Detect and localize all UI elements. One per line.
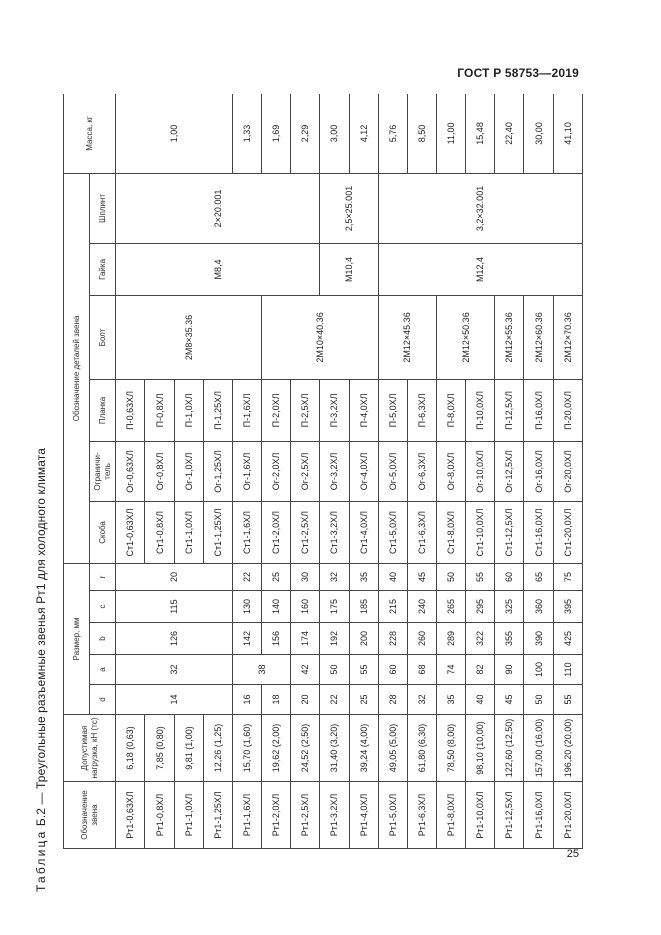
page-number: 25: [566, 848, 579, 860]
cell-mass: 15,48: [466, 94, 495, 173]
cell-nut: М8,4: [116, 243, 320, 295]
cell-limiter: Ог-12,5ХЛ: [495, 441, 524, 501]
cell-bracket: Ст1-0,63ХЛ: [116, 501, 145, 563]
cell-bolt: 2М12×50.36: [437, 295, 495, 379]
cell-d: 32: [407, 685, 436, 715]
cell-b: 200: [349, 623, 378, 655]
cell-r: 50: [437, 563, 466, 590]
cell-designation: Рт1-2,5ХЛ: [291, 782, 320, 849]
cell-mass: 11,00: [437, 94, 466, 173]
cell-d: 45: [495, 685, 524, 715]
cell-b: 174: [291, 623, 320, 655]
cell-c: 295: [466, 591, 495, 623]
cell-limiter: Ог-2,5ХЛ: [291, 441, 320, 501]
cell-designation: Рт1-4,0ХЛ: [349, 782, 378, 849]
cell-b: 425: [553, 623, 582, 655]
cell-a: 82: [466, 655, 495, 685]
cell-c: 130: [232, 591, 261, 623]
cell-plate: П-6,3ХЛ: [407, 379, 436, 441]
cell-d: 28: [378, 685, 407, 715]
cell-designation: Рт1-1,6ХЛ: [232, 782, 261, 849]
cell-r: 30: [291, 563, 320, 590]
cell-bolt: 2М12×55.36: [495, 295, 524, 379]
header-mass: Масса, кг: [64, 94, 116, 173]
cell-a: 32: [116, 655, 233, 685]
header-d: d: [90, 685, 116, 715]
cell-designation: Рт1-2,0ХЛ: [262, 782, 291, 849]
cell-c: 160: [291, 591, 320, 623]
cell-mass: 8,50: [407, 94, 436, 173]
header-size-group: Размер, мм: [64, 563, 90, 714]
header-plate: Планка: [90, 379, 116, 441]
cell-load: 49,05 (5,00): [378, 715, 407, 782]
cell-a: 42: [291, 655, 320, 685]
cell-bracket: Ст1-16,0ХЛ: [524, 501, 553, 563]
cell-b: 289: [437, 623, 466, 655]
cell-d: 50: [524, 685, 553, 715]
cell-d: 35: [437, 685, 466, 715]
cell-a: 110: [553, 655, 582, 685]
cell-mass: 2,29: [291, 94, 320, 173]
cell-designation: Рт1-0,63ХЛ: [116, 782, 145, 849]
cell-limiter: Ог-5,0ХЛ: [378, 441, 407, 501]
cell-limiter: Ог-0,8ХЛ: [145, 441, 174, 501]
cell-d: 40: [466, 685, 495, 715]
cell-a: 90: [495, 655, 524, 685]
cell-limiter: Ог-1,6ХЛ: [232, 441, 261, 501]
cell-bracket: Ст1-8,0ХЛ: [437, 501, 466, 563]
cell-load: 15,70 (1,60): [232, 715, 261, 782]
cell-b: 322: [466, 623, 495, 655]
cell-plate: П-5,0ХЛ: [378, 379, 407, 441]
cell-d: 22: [320, 685, 349, 715]
cell-bracket: Ст1-12,5ХЛ: [495, 501, 524, 563]
table-row: [320, 94, 349, 849]
header-parts-group: Обозначение деталей звена: [64, 173, 90, 563]
table-container: [63, 94, 583, 849]
caption-title: — Треугольные разъемные звенья Рт1 для холодного климата: [34, 448, 48, 805]
header-c: c: [90, 591, 116, 623]
cell-mass: 1,00: [116, 94, 233, 173]
cell-c: 395: [553, 591, 582, 623]
cell-limiter: Ог-16,0ХЛ: [524, 441, 553, 501]
cell-c: 115: [116, 591, 233, 623]
header-row-group: [64, 94, 90, 849]
cell-mass: 3,00: [320, 94, 349, 173]
cell-mass: 5,76: [378, 94, 407, 173]
cell-d: 16: [232, 685, 261, 715]
cell-c: 325: [495, 591, 524, 623]
cell-designation: Рт1-20,0ХЛ: [553, 782, 582, 849]
cell-load: 39,24 (4,00): [349, 715, 378, 782]
header-pin: Шплинт: [90, 173, 116, 243]
header-b: b: [90, 623, 116, 655]
cell-b: 156: [262, 623, 291, 655]
cell-r: 22: [232, 563, 261, 590]
cell-bolt: 2М8×35.36: [116, 295, 262, 379]
cell-b: 192: [320, 623, 349, 655]
cell-b: 126: [116, 623, 233, 655]
cell-mass: 1,69: [262, 94, 291, 173]
cell-limiter: Ог-2,0ХЛ: [262, 441, 291, 501]
cell-limiter: Ог-0,63ХЛ: [116, 441, 145, 501]
cell-b: 228: [378, 623, 407, 655]
cell-limiter: Ог-1,25ХЛ: [203, 441, 232, 501]
cell-bolt: 2М10×40.36: [262, 295, 379, 379]
cell-plate: П-4,0ХЛ: [349, 379, 378, 441]
cell-bracket: Ст1-1,6ХЛ: [232, 501, 261, 563]
cell-load: 19,62 (2,00): [262, 715, 291, 782]
cell-nut: М10,4: [320, 243, 378, 295]
cell-c: 360: [524, 591, 553, 623]
cell-c: 175: [320, 591, 349, 623]
cell-a: 55: [349, 655, 378, 685]
cell-pin: 3,2×32.001: [378, 173, 582, 243]
cell-b: 390: [524, 623, 553, 655]
header-bracket: Скоба: [90, 501, 116, 563]
cell-r: 20: [116, 563, 233, 590]
cell-plate: П-3,2ХЛ: [320, 379, 349, 441]
cell-r: 65: [524, 563, 553, 590]
cell-limiter: Ог-4,0ХЛ: [349, 441, 378, 501]
cell-load: 61,80 (6,30): [407, 715, 436, 782]
header-r: r: [90, 563, 116, 590]
cell-plate: П-8,0ХЛ: [437, 379, 466, 441]
cell-load: 122,60 (12,50): [495, 715, 524, 782]
cell-r: 25: [262, 563, 291, 590]
cell-bracket: Ст1-20,0ХЛ: [553, 501, 582, 563]
cell-a: 60: [378, 655, 407, 685]
links-table: [63, 94, 583, 849]
cell-bracket: Ст1-2,5ХЛ: [291, 501, 320, 563]
header-bolt: Болт: [90, 295, 116, 379]
cell-plate: П-0,8ХЛ: [145, 379, 174, 441]
cell-bracket: Ст1-2,0ХЛ: [262, 501, 291, 563]
cell-c: 215: [378, 591, 407, 623]
cell-r: 60: [495, 563, 524, 590]
cell-load: 24,52 (2,50): [291, 715, 320, 782]
cell-r: 55: [466, 563, 495, 590]
cell-load: 78,50 (8,00): [437, 715, 466, 782]
cell-designation: Рт1-5,0ХЛ: [378, 782, 407, 849]
cell-c: 185: [349, 591, 378, 623]
header-nut: Гайка: [90, 243, 116, 295]
cell-limiter: Ог-20,0ХЛ: [553, 441, 582, 501]
cell-designation: Рт1-10,0ХЛ: [466, 782, 495, 849]
caption-number: Б.2: [34, 807, 48, 827]
cell-plate: П-16,0ХЛ: [524, 379, 553, 441]
table-row: [116, 94, 145, 849]
cell-b: 142: [232, 623, 261, 655]
cell-plate: П-0,63ХЛ: [116, 379, 145, 441]
cell-limiter: Ог-6,3ХЛ: [407, 441, 436, 501]
cell-plate: П-1,0ХЛ: [174, 379, 203, 441]
cell-d: 20: [291, 685, 320, 715]
cell-r: 40: [378, 563, 407, 590]
cell-a: 74: [437, 655, 466, 685]
cell-mass: 1,33: [232, 94, 261, 173]
cell-load: 196,20 (20,00): [553, 715, 582, 782]
cell-r: 75: [553, 563, 582, 590]
cell-nut: М12,4: [378, 243, 582, 295]
cell-bracket: Ст1-1,0ХЛ: [174, 501, 203, 563]
document-id: ГОСТ Р 58753—2019: [457, 66, 579, 80]
cell-bracket: Ст1-10,0ХЛ: [466, 501, 495, 563]
cell-bracket: Ст1-0,8ХЛ: [145, 501, 174, 563]
cell-plate: П-20,0ХЛ: [553, 379, 582, 441]
cell-plate: П-10,0ХЛ: [466, 379, 495, 441]
cell-designation: Рт1-1,0ХЛ: [174, 782, 203, 849]
cell-a: 100: [524, 655, 553, 685]
cell-designation: Рт1-1,25ХЛ: [203, 782, 232, 849]
cell-designation: Рт1-12,5ХЛ: [495, 782, 524, 849]
cell-a: 38: [232, 655, 290, 685]
cell-designation: Рт1-0,8ХЛ: [145, 782, 174, 849]
cell-bolt: 2М12×60.36: [524, 295, 553, 379]
cell-plate: П-2,0ХЛ: [262, 379, 291, 441]
cell-d: 18: [262, 685, 291, 715]
cell-r: 45: [407, 563, 436, 590]
cell-a: 50: [320, 655, 349, 685]
cell-bolt: 2М12×70.36: [553, 295, 582, 379]
cell-mass: 22,40: [495, 94, 524, 173]
cell-c: 140: [262, 591, 291, 623]
cell-pin: 2,5×25.001: [320, 173, 378, 243]
cell-plate: П-12,5ХЛ: [495, 379, 524, 441]
cell-designation: Рт1-8,0ХЛ: [437, 782, 466, 849]
cell-designation: Рт1-6,3ХЛ: [407, 782, 436, 849]
cell-bracket: Ст1-1,25ХЛ: [203, 501, 232, 563]
table-row: [378, 94, 407, 849]
cell-plate: П-1,25ХЛ: [203, 379, 232, 441]
cell-load: 9,81 (1,00): [174, 715, 203, 782]
cell-mass: 41,10: [553, 94, 582, 173]
cell-plate: П-1,6ХЛ: [232, 379, 261, 441]
table-caption: [34, 42, 48, 892]
cell-mass: 30,00: [524, 94, 553, 173]
cell-limiter: Ог-3,2ХЛ: [320, 441, 349, 501]
cell-load: 157,00 (16,00): [524, 715, 553, 782]
cell-a: 68: [407, 655, 436, 685]
cell-load: 12,26 (1,25): [203, 715, 232, 782]
cell-c: 265: [437, 591, 466, 623]
cell-d: 14: [116, 685, 233, 715]
cell-load: 6,18 (0,63): [116, 715, 145, 782]
cell-pin: 2×20.001: [116, 173, 320, 243]
cell-bracket: Ст1-3,2ХЛ: [320, 501, 349, 563]
cell-limiter: Ог-10,0ХЛ: [466, 441, 495, 501]
header-limiter: Ограничи- тель: [90, 441, 116, 501]
cell-limiter: Ог-1,0ХЛ: [174, 441, 203, 501]
cell-designation: Рт1-3,2ХЛ: [320, 782, 349, 849]
cell-bracket: Ст1-6,3ХЛ: [407, 501, 436, 563]
cell-bracket: Ст1-5,0ХЛ: [378, 501, 407, 563]
cell-load: 31,40 (3,20): [320, 715, 349, 782]
cell-d: 25: [349, 685, 378, 715]
cell-mass: 4,12: [349, 94, 378, 173]
cell-r: 32: [320, 563, 349, 590]
cell-d: 55: [553, 685, 582, 715]
cell-load: 7,85 (0,80): [145, 715, 174, 782]
cell-limiter: Ог-8,0ХЛ: [437, 441, 466, 501]
caption-label: Таблица: [34, 829, 48, 892]
cell-c: 240: [407, 591, 436, 623]
cell-plate: П-2,5ХЛ: [291, 379, 320, 441]
cell-bolt: 2М12×45.36: [378, 295, 436, 379]
header-a: a: [90, 655, 116, 685]
cell-b: 355: [495, 623, 524, 655]
header-designation: Обозначение звена: [64, 782, 116, 849]
cell-r: 35: [349, 563, 378, 590]
cell-load: 98,10 (10,00): [466, 715, 495, 782]
cell-b: 260: [407, 623, 436, 655]
cell-designation: Рт1-16,0ХЛ: [524, 782, 553, 849]
header-load: Допустимая нагрузка, кН (тс): [64, 715, 116, 782]
cell-bracket: Ст1-4,0ХЛ: [349, 501, 378, 563]
